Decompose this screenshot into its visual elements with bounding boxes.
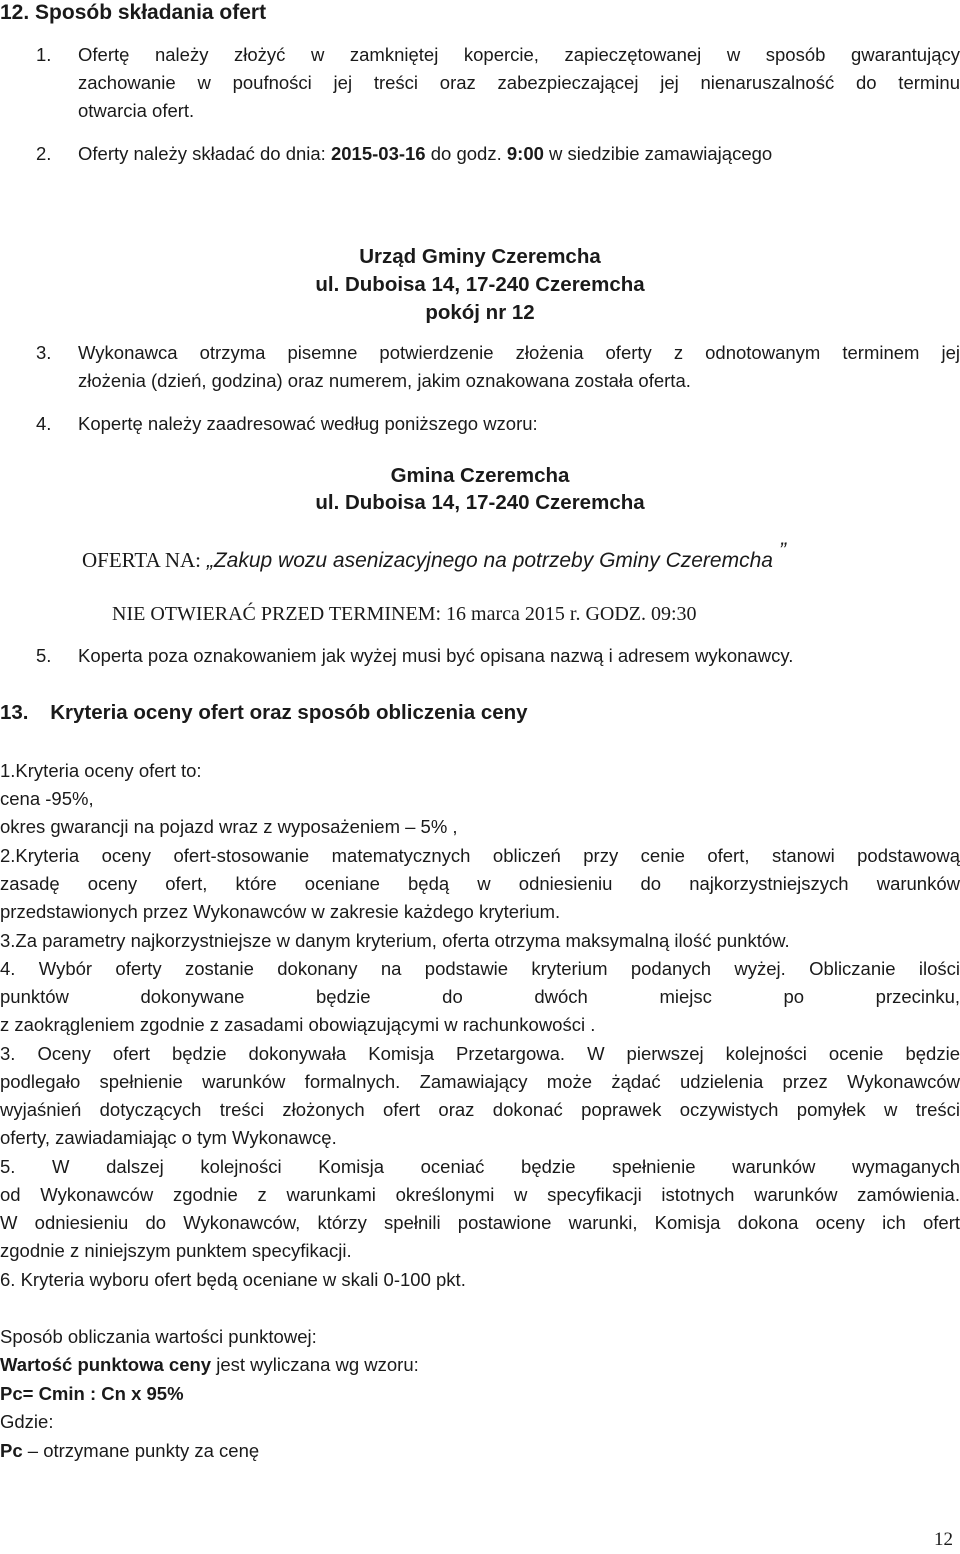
criteria-2-line-3: przedstawionych przez Wykonawców w zakresie każdego kryterium. bbox=[0, 901, 561, 922]
criteria-1: 1.Kryteria oceny ofert to: bbox=[0, 760, 202, 781]
item-2-text bbox=[78, 143, 772, 165]
method-title: Sposób obliczania wartości punktowej: bbox=[0, 1326, 317, 1347]
price-score-line bbox=[0, 1354, 419, 1376]
item-2-number: 2. bbox=[36, 143, 52, 164]
further-evaluation-line-3: W odniesieniu do Wykonawców, którzy spełnili postawione warunki, Komisja dokona oceny ich ofert bbox=[0, 1212, 960, 1233]
where-label: Gdzie: bbox=[0, 1411, 54, 1432]
evaluation-line-2: podlegało spełnienie warunków formalnych. Zamawiający może żądać udzielenia przez Wykonawców bbox=[0, 1071, 960, 1092]
item-1-line-3: otwarcia ofert. bbox=[78, 100, 195, 121]
evaluation-line-3: wyjaśnień dotyczących treści złożonych ofert oraz dokonać poprawek oczywistych pomyłek w treści bbox=[0, 1099, 960, 1120]
criteria-4-line-2: punktów dokonywane będzie do dwóch miejsc po przecinku, bbox=[0, 986, 960, 1007]
address-1-line-1: Urząd Gminy Czeremcha bbox=[359, 245, 601, 268]
envelope-open-quote: „ bbox=[206, 549, 214, 572]
item-3-line-2: złożenia (dzień, godzina) oraz numerem, jakim oznakowana została oferta. bbox=[78, 370, 691, 391]
address-2-line-1: Gmina Czeremcha bbox=[390, 464, 570, 487]
pc-definition bbox=[0, 1440, 259, 1462]
section-13-title: Kryteria oceny ofert oraz sposób obliczenia ceny bbox=[50, 701, 528, 724]
item-2-pre: Oferty należy składać do dnia: bbox=[78, 143, 326, 164]
criteria-3: 3.Za parametry najkorzystniejsze w danym kryterium, oferta otrzyma maksymalną ilość punktów. bbox=[0, 930, 790, 951]
item-4-text: Kopertę należy zaadresować według poniższego wzoru: bbox=[78, 413, 538, 434]
item-5-number: 5. bbox=[36, 645, 52, 666]
scoring-scale: 6. Kryteria wyboru ofert będą oceniane w skali 0-100 pkt. bbox=[0, 1269, 466, 1290]
address-1-line-3: pokój nr 12 bbox=[425, 301, 535, 324]
address-1-line-2: ul. Duboisa 14, 17-240 Czeremcha bbox=[315, 273, 645, 296]
criteria-4-line-3: z zaokrągleniem zgodnie z zasadami obowiązującymi w rachunkowości . bbox=[0, 1014, 596, 1035]
price-score-rest: jest wyliczana wg wzoru: bbox=[211, 1354, 419, 1375]
page-number: 12 bbox=[934, 1529, 953, 1550]
criteria-1-warranty: okres gwarancji na pojazd wraz z wyposażeniem – 5% , bbox=[0, 816, 458, 837]
further-evaluation-line-1: 5. W dalszej kolejności Komisja oceniać będzie spełnienie warunków wymaganych bbox=[0, 1156, 960, 1177]
item-5-text: Koperta poza oznakowaniem jak wyżej musi być opisana nazwą i adresem wykonawcy. bbox=[78, 645, 794, 666]
envelope-offer-line bbox=[82, 539, 786, 574]
deadline-time: 9:00 bbox=[506, 143, 544, 164]
item-3-line-1: Wykonawca otrzyma pisemne potwierdzenie złożenia oferty z odnotowanym terminem jej bbox=[78, 342, 960, 363]
criteria-2-line-1: 2.Kryteria oceny ofert-stosowanie matematycznych obliczeń przy cenie ofert, stanowi podstawową bbox=[0, 845, 960, 866]
evaluation-line-4: oferty, zawiadamiając o tym Wykonawcę. bbox=[0, 1127, 337, 1148]
item-3-number: 3. bbox=[36, 342, 52, 363]
item-1-number: 1. bbox=[36, 44, 52, 65]
item-4-number: 4. bbox=[36, 413, 52, 434]
item-1-line-2: zachowanie w poufności jej treści oraz zabezpieczającej jej nienaruszalność do terminu bbox=[78, 72, 960, 93]
section-13-heading bbox=[0, 702, 528, 724]
evaluation-line-1: 3. Oceny ofert będzie dokonywała Komisja Przetargowa. W pierwszej kolejności ocenie będzie bbox=[0, 1043, 960, 1064]
criteria-4-line-1: 4. Wybór oferty zostanie dokonany na podstawie kryterium podanych wyżej. Obliczanie ilości bbox=[0, 958, 960, 979]
section-13-number: 13. bbox=[0, 701, 29, 724]
item-2-mid: do godz. bbox=[430, 143, 502, 164]
price-formula: Pc= Cmin : Cn x 95% bbox=[0, 1383, 184, 1404]
price-score-label: Wartość punktowa ceny bbox=[0, 1354, 212, 1375]
item-2-post: w siedzibie zamawiającego bbox=[549, 143, 773, 164]
item-1-line-1: Ofertę należy złożyć w zamkniętej kopercie, zapieczętowanej w sposób gwarantujący bbox=[78, 44, 960, 65]
criteria-1-price: cena -95%, bbox=[0, 788, 94, 809]
envelope-close-quote: ” bbox=[778, 539, 786, 562]
do-not-open-notice: NIE OTWIERAĆ PRZED TERMINEM: 16 marca 2015 r. GODZ. 09:30 bbox=[112, 603, 697, 625]
envelope-subject: Zakup wozu asenizacyjnego na potrzeby Gminy Czeremcha bbox=[213, 549, 773, 572]
section-12-heading: 12. Sposób składania ofert bbox=[0, 1, 267, 24]
envelope-label: OFERTA NA: bbox=[82, 548, 201, 572]
pc-label: Pc bbox=[0, 1440, 23, 1461]
deadline-date: 2015-03-16 bbox=[330, 143, 426, 164]
address-2-line-2: ul. Duboisa 14, 17-240 Czeremcha bbox=[315, 491, 645, 514]
criteria-2-line-2: zasadę oceny ofert, które oceniane będą w odniesieniu do najkorzystniejszych warunków bbox=[0, 873, 960, 894]
pc-rest: – otrzymane punkty za cenę bbox=[22, 1440, 260, 1461]
further-evaluation-line-4: zgodnie z niniejszym punktem specyfikacji. bbox=[0, 1240, 352, 1261]
further-evaluation-line-2: od Wykonawców zgodnie z warunkami określonymi w specyfikacji istotnych warunków zamówienia. bbox=[0, 1184, 960, 1205]
